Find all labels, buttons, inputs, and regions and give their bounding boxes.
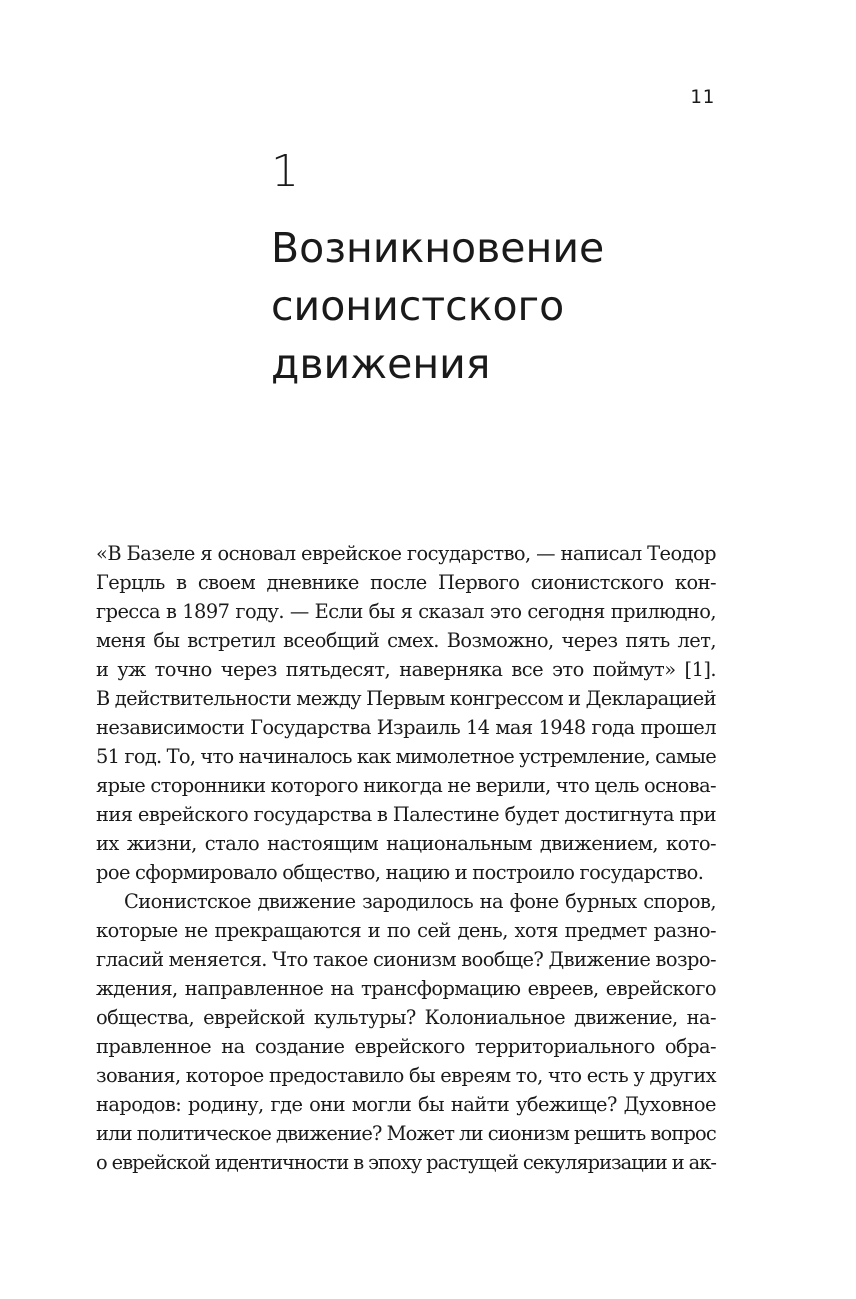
chapter-number: 1	[271, 146, 299, 197]
page-number: 11	[690, 86, 715, 108]
text-line: Сионистское движение зародилось на фоне бурных споров,	[124, 890, 716, 913]
text-line: В действительности между Первым конгрессом и Декларацией	[96, 687, 716, 710]
chapter-title-line: сионистского	[271, 282, 565, 330]
text-line: общества, еврейской культуры? Колониальное движение, на-	[96, 1006, 716, 1029]
text-line: Герцль в своем дневнике после Первого сионистского кон-	[96, 571, 716, 594]
text-line: о еврейской идентичности в эпоху растущей секуляризации и ак-	[96, 1151, 716, 1174]
text-line: и уж точно через пятьдесят, наверняка все это поймут» [1].	[96, 658, 716, 681]
text-line: меня бы встретил всеобщий смех. Возможно, через пять лет,	[96, 629, 716, 652]
body-text	[96, 539, 716, 1177]
text-line: гласий меняется. Что такое сионизм вообще? Движение возро-	[96, 948, 716, 971]
chapter-title-line: Возникновение	[271, 224, 605, 272]
text-line: ярые сторонники которого никогда не верили, что цель основа-	[96, 774, 716, 797]
text-line: ждения, направленное на трансформацию евреев, еврейского	[96, 977, 716, 1000]
text-line: «В Базеле я основал еврейское государство, — написал Теодор	[96, 542, 716, 565]
text-line: рое сформировало общество, нацию и построило государство.	[96, 861, 704, 884]
text-line: ния еврейского государства в Палестине будет достигнута при	[96, 803, 716, 826]
text-line: 51 год. То, что начиналось как мимолетное устремление, самые	[96, 745, 716, 768]
paragraph	[96, 539, 716, 887]
text-line: независимости Государства Израиль 14 мая 1948 года прошел	[96, 716, 716, 739]
text-line: народов: родину, где они могли бы найти убежище? Духовное	[96, 1093, 716, 1116]
text-line: зования, которое предоставило бы евреям то, что есть у других	[96, 1064, 716, 1087]
text-line: их жизни, стало настоящим национальным движением, кото-	[96, 832, 716, 855]
chapter-title	[271, 219, 751, 393]
text-line: гресса в 1897 году. — Если бы я сказал это сегодня прилюдно,	[96, 600, 716, 623]
paragraph	[96, 887, 716, 1177]
text-line: которые не прекращаются и по сей день, хотя предмет разно-	[96, 919, 716, 942]
text-line: или политическое движение? Может ли сионизм решить вопрос	[96, 1122, 716, 1145]
text-line: правленное на создание еврейского территориального обра-	[96, 1035, 716, 1058]
chapter-title-line: движения	[271, 340, 491, 388]
